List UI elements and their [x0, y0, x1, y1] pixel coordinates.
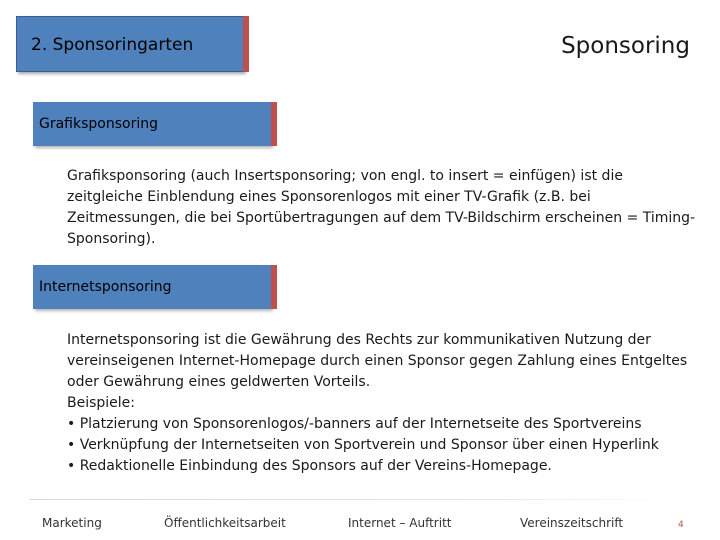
heading-internetsponsoring [33, 265, 271, 309]
footer-item-oeffentlichkeitsarbeit: Öffentlichkeitsarbeit [164, 516, 286, 530]
footer-divider [30, 499, 686, 500]
heading-label: Internetsponsoring [39, 279, 172, 295]
bullet-item: • Platzierung von Sponsorenlogos/-banners auf der Internetseite des Sportvereins [67, 416, 642, 432]
heading-accent-stripe [271, 265, 277, 309]
bullet-item: • Verknüpfung der Internetseiten von Sportverein und Sponsor über einen Hyperlink [67, 437, 659, 453]
footer-item-marketing: Marketing [42, 516, 102, 530]
bullet-item: • Redaktionelle Einbindung des Sponsors auf der Vereins-Homepage. [67, 458, 552, 474]
section-accent-stripe [243, 16, 249, 72]
paragraph: Grafiksponsoring (auch Insertsponsoring; von engl. to insert = einfügen) ist die zeitgleiche Einblendung eines Sponsorenlogos mit einer TV-Grafik (z.B. bei Zeitmessungen, die bei Sportübertragungen auf dem TV-Bildschirm erscheinen = Timing-Sponsoring). [67, 168, 696, 247]
heading-accent-stripe [271, 102, 277, 146]
section-label-box [16, 16, 244, 72]
section-label: 2. Sponsoringarten [31, 35, 194, 55]
internetsponsoring-text [67, 330, 697, 477]
page-number: 4 [678, 520, 684, 530]
footer-item-vereinszeitschrift: Vereinszeitschrift [520, 516, 624, 530]
heading-label: Grafiksponsoring [39, 116, 158, 132]
slide-title: Sponsoring [561, 33, 690, 59]
grafiksponsoring-text [67, 166, 697, 250]
heading-grafiksponsoring [33, 102, 271, 146]
paragraph: Internetsponsoring ist die Gewährung des Rechts zur kommunikativen Nutzung der vereinseigenen Internet-Homepage durch einen Sponsor gegen Zahlung eines Entgeltes oder Gewährung eines geldwerten Vorteils. [67, 332, 688, 390]
paragraph: Beispiele: [67, 395, 136, 411]
footer-item-internet-auftritt: Internet – Auftritt [348, 516, 452, 530]
